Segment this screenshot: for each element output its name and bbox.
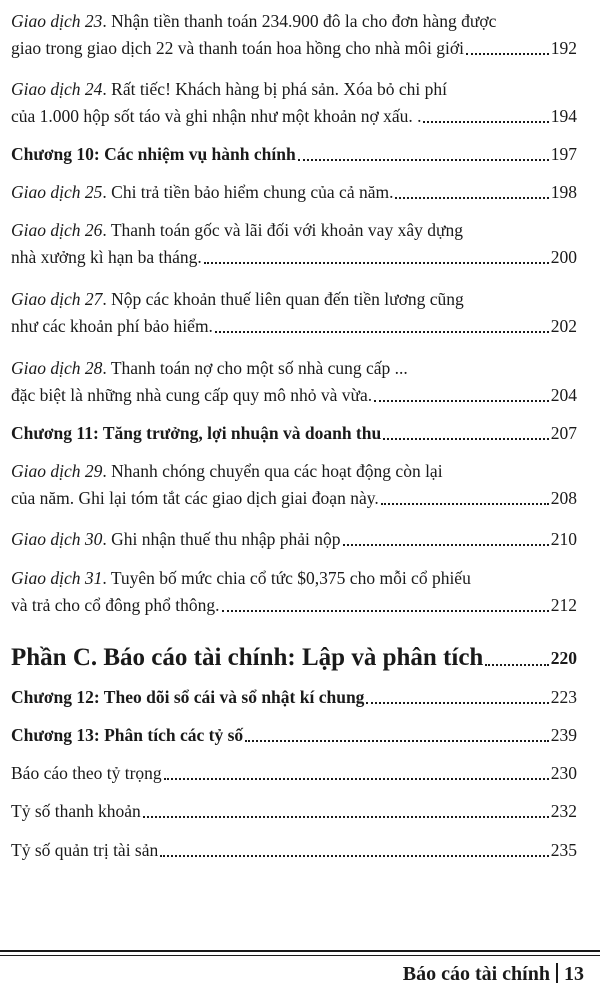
- dot-leader: [204, 262, 549, 264]
- entry-text-continued: của 1.000 hộp sốt táo và ghi nhận như một khoản nợ xấu. .: [11, 106, 422, 126]
- page-number: 239: [550, 725, 577, 745]
- dot-leader: [298, 159, 549, 161]
- entry-text-continued: nhà xưởng kì hạn ba tháng.: [11, 247, 202, 267]
- entry-text: . Rất tiếc! Khách hàng bị phá sản. Xóa bỏ chi phí: [102, 79, 447, 99]
- dot-leader: [164, 778, 549, 780]
- entry-label: Giao dịch 27: [11, 289, 103, 309]
- chapter-title: Chương 13: Phân tích các tỷ số: [11, 725, 244, 745]
- section-title: Tỷ số quản trị tài sản: [11, 840, 159, 860]
- page-number: 202: [550, 316, 577, 336]
- entry-label: Giao dịch 30: [11, 529, 103, 549]
- entry-text-continued: của năm. Ghi lại tóm tắt các giao dịch giai đoạn này.: [11, 488, 379, 508]
- toc-entry: [11, 8, 577, 62]
- entry-text-continued: đặc biệt là những nhà cung cấp quy mô nhỏ và vừa.: [11, 385, 373, 405]
- entry-label: Giao dịch 29: [11, 461, 103, 481]
- toc-section: [11, 760, 577, 787]
- dot-leader: [374, 400, 549, 402]
- entry-label: Giao dịch 25: [11, 182, 103, 202]
- dot-leader: [222, 610, 549, 612]
- footer-rule: [0, 955, 600, 956]
- chapter-title: Chương 11: Tăng trưởng, lợi nhuận và doanh thu: [11, 423, 382, 443]
- toc-chapter: [11, 420, 577, 447]
- entry-label: Giao dịch 31: [11, 568, 103, 588]
- dot-leader: [245, 740, 549, 742]
- dot-leader: [215, 331, 549, 333]
- part-title: Phần C. Báo cáo tài chính: Lập và phân tích: [11, 644, 484, 671]
- entry-text: . Ghi nhận thuế thu nhập phải nộp: [102, 529, 341, 549]
- toc-chapter: [11, 141, 577, 168]
- footer-title: Báo cáo tài chính: [402, 963, 550, 985]
- footer-rule: [0, 950, 600, 952]
- entry-text: . Nhận tiền thanh toán 234.900 đô la cho đơn hàng được: [102, 11, 497, 31]
- dot-leader: [395, 197, 548, 199]
- section-title: Báo cáo theo tỷ trọng: [11, 763, 162, 783]
- entry-text-continued: và trả cho cổ đông phổ thông.: [11, 595, 220, 615]
- chapter-title: Chương 12: Theo dõi sổ cái và sổ nhật kí chung: [11, 687, 365, 707]
- page-number: 208: [550, 488, 577, 508]
- entry-text: . Thanh toán nợ cho một số nhà cung cấp ...: [102, 358, 408, 378]
- footer-separator: [556, 963, 558, 983]
- entry-text: . Chi trả tiền bảo hiểm chung của cả năm.: [102, 182, 394, 202]
- chapter-title: Chương 10: Các nhiệm vụ hành chính: [11, 144, 296, 164]
- dot-leader: [343, 544, 549, 546]
- page-number: 200: [550, 247, 577, 267]
- entry-text-continued: giao trong giao dịch 22 và thanh toán hoa hồng cho nhà môi giới: [11, 38, 464, 58]
- toc-entry: [11, 565, 577, 619]
- toc-entry: [11, 217, 577, 271]
- dot-leader: [383, 438, 549, 440]
- toc-entry: [11, 76, 577, 130]
- dot-leader: [485, 664, 548, 666]
- page-number: 220: [550, 648, 577, 668]
- page-number: 197: [550, 144, 577, 164]
- entry-text: . Nhanh chóng chuyển qua các hoạt động còn lại: [102, 461, 443, 481]
- toc-entry: [11, 458, 577, 512]
- entry-label: Giao dịch 24: [11, 79, 103, 99]
- entry-text: . Thanh toán gốc và lãi đối với khoản vay xây dựng: [102, 220, 463, 240]
- page-number: 212: [550, 595, 577, 615]
- toc-entry: [11, 526, 577, 553]
- page-footer: [403, 960, 584, 988]
- toc-entry: [11, 355, 577, 409]
- entry-text: . Tuyên bố mức chia cổ tức $0,375 cho mỗi cổ phiếu: [102, 568, 471, 588]
- toc-part: [11, 641, 577, 675]
- dot-leader: [160, 855, 548, 857]
- entry-label: Giao dịch 26: [11, 220, 103, 240]
- page-number: 204: [550, 385, 577, 405]
- toc-entry: [11, 286, 577, 340]
- toc-section: [11, 837, 577, 864]
- footer-page-number: 13: [564, 963, 584, 985]
- dot-leader: [381, 503, 549, 505]
- page-number: 198: [550, 182, 577, 202]
- entry-label: Giao dịch 23: [11, 11, 103, 31]
- dot-leader: [423, 121, 548, 123]
- section-title: Tỷ số thanh khoản: [11, 801, 141, 821]
- page-number: 207: [550, 423, 577, 443]
- entry-text: . Nộp các khoản thuế liên quan đến tiền lương cũng: [102, 289, 464, 309]
- page-number: 194: [550, 106, 577, 126]
- dot-leader: [143, 816, 549, 818]
- page-number: 232: [550, 801, 577, 821]
- page-number: 192: [550, 38, 577, 58]
- page-number: 235: [550, 840, 577, 860]
- dot-leader: [366, 702, 548, 704]
- entry-text-continued: như các khoản phí bảo hiểm.: [11, 316, 213, 336]
- dot-leader: [466, 53, 549, 55]
- page-number: 210: [550, 529, 577, 549]
- entry-label: Giao dịch 28: [11, 358, 103, 378]
- page-number: 230: [550, 763, 577, 783]
- toc-chapter: [11, 722, 577, 749]
- toc-entry: [11, 179, 577, 206]
- toc-chapter: [11, 684, 577, 711]
- page-number: 223: [550, 687, 577, 707]
- toc-section: [11, 798, 577, 825]
